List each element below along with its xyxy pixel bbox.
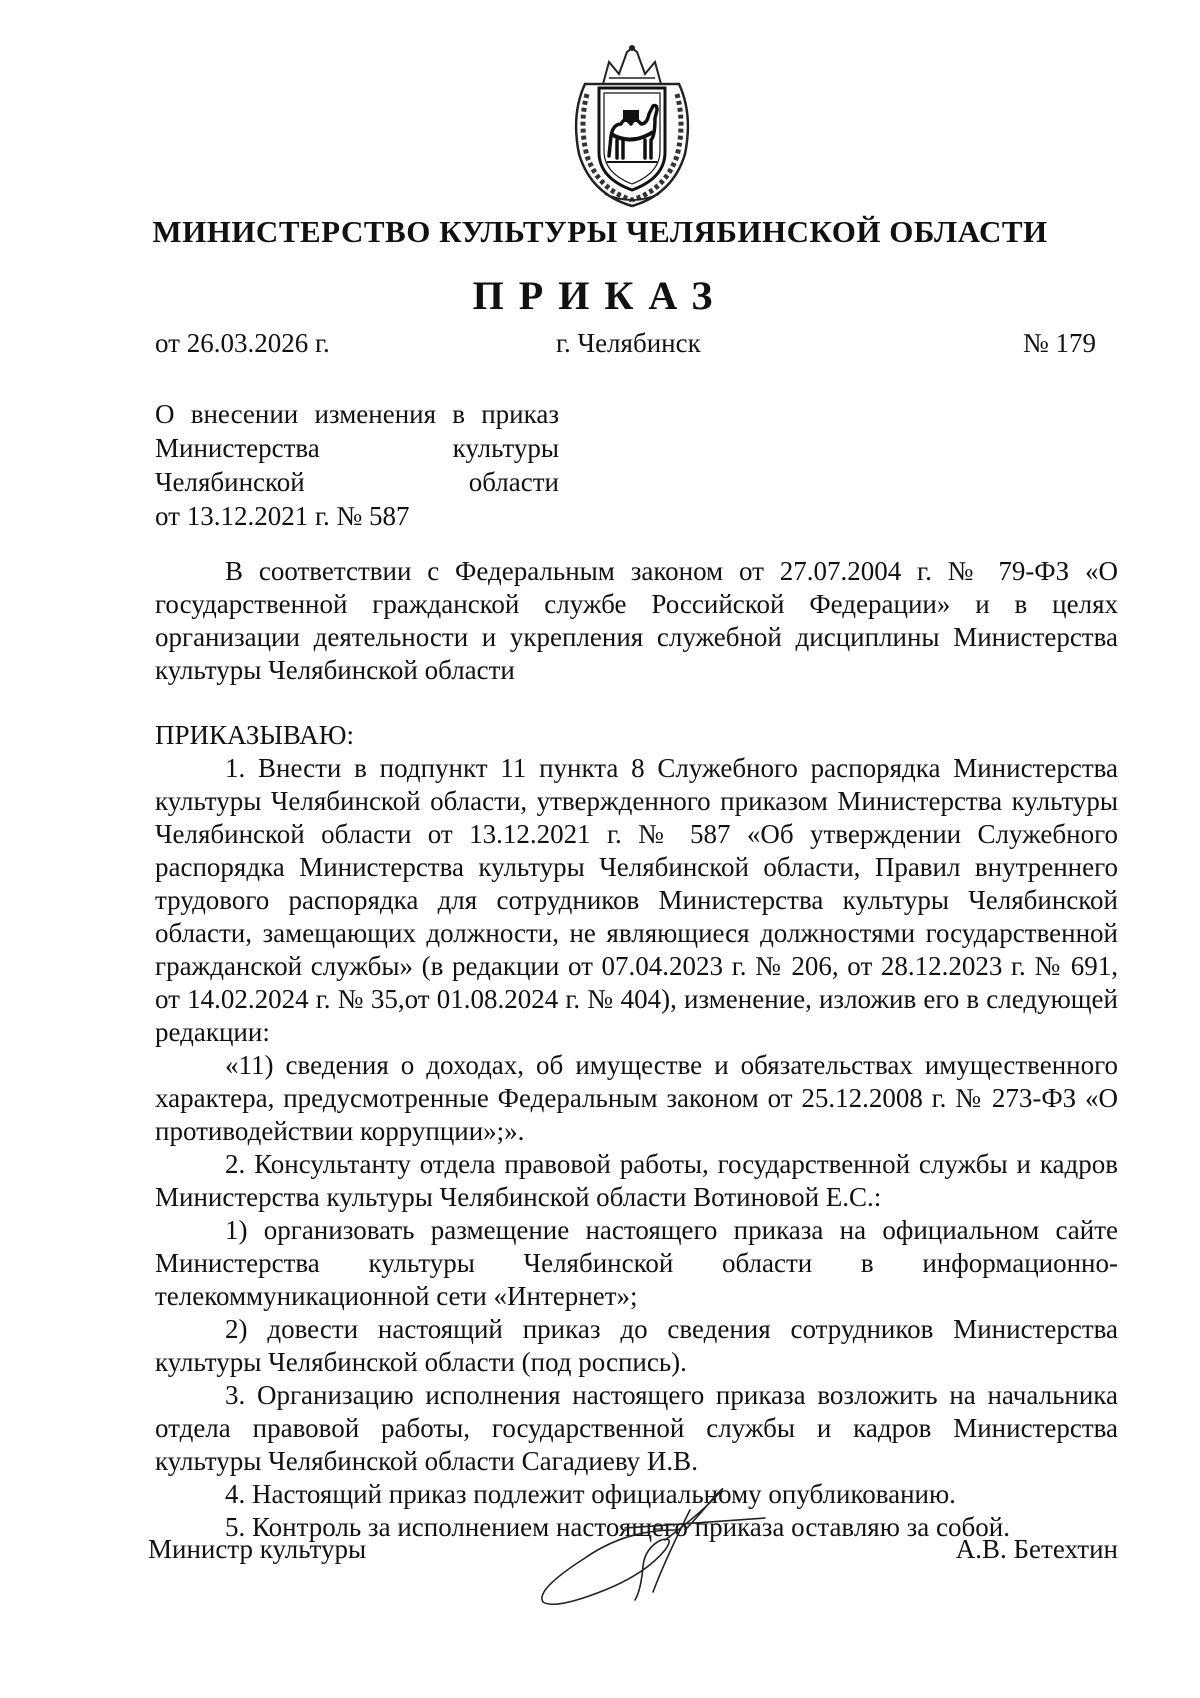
order-body (155, 555, 1118, 1544)
order-item: 3. Организацию исполнения настоящего приказа возложить на начальника отдела правовой работы, государственной службы и кадров Министерства культуры Челябинской области Сагадиеву И.В. (155, 1380, 1118, 1476)
order-item: 2) довести настоящий приказ до сведения сотрудников Министерства культуры Челябинской области (под роспись). (155, 1314, 1118, 1377)
order-word: ПРИКАЗЫВАЮ: (155, 720, 354, 750)
handwritten-signature-icon (515, 1470, 775, 1610)
order-item: 2. Консультанту отдела правовой работы, государственной службы и кадров Министерства культуры Челябинской области Вотиновой Е.С.: (155, 1149, 1118, 1212)
order-item: 1) организовать размещение настоящего приказа на официальном сайте Министерства культуры Челябинской области в информационно-телекоммуникационной сети «Интернет»; (155, 1215, 1118, 1311)
subject-line: от 13.12.2021 г. № 587 (155, 501, 410, 531)
ministry-name: МИНИСТЕРСТВО КУЛЬТУРЫ ЧЕЛЯБИНСКОЙ ОБЛАСТИ (152, 214, 1048, 249)
subject-line: Министерства культуры (155, 433, 559, 463)
signer-name: А.В. Бетехтин (955, 1534, 1118, 1564)
order-item: 4. Настоящий приказ подлежит официальному опубликованию. (225, 1479, 956, 1509)
order-date: от 26.03.2026 г. (155, 328, 330, 358)
signer-title: Министр культуры (148, 1534, 367, 1564)
subject-line: Челябинской области (155, 467, 559, 497)
order-item: 5. Контроль за исполнением настоящего приказа оставляю за собой. (225, 1512, 1010, 1542)
order-item: 1. Внести в подпункт 11 пункта 8 Служебного распорядка Министерства культуры Челябинской области, утвержденного приказом Министерства культуры Челябинской области от 13.12.2021 г. № 587 «Об утверждении Служебного распорядка Министерства культуры Челябинской области, Правил внутреннего трудового распорядка для сотрудников Министерства культуры Челябинской области, замещающих должности, не являющиеся должностями государственной гражданской службы» (в редакции от 07.04.2023 г. № 206, от 28.12.2023 г. № 691, от 14.02.2024 г. № 35,от 01.08.2024 г. № 404), изменение, изложив его в следующей редакции: (155, 753, 1118, 1047)
order-item: «11) сведения о доходах, об имуществе и обязательствах имущественного характера, предусмотренные Федеральным законом от 25.12.2008 г. № 273-ФЗ «О противодействии коррупции»;». (155, 1050, 1118, 1146)
coat-of-arms-icon (565, 44, 700, 209)
order-city: г. Челябинск (556, 328, 701, 358)
document-type-title: ПРИКАЗ (472, 273, 728, 318)
preamble-paragraph: В соответствии с Федеральным законом от 27.07.2004 г. № 79-ФЗ «О государственной гражданской службе Российской Федерации» и в целях организации деятельности и укрепления служебной дисциплины Министерства культуры Челябинской области (155, 556, 1118, 685)
order-number: № 179 (1022, 328, 1096, 358)
order-subject (155, 397, 559, 533)
subject-line: О внесении изменения в приказ (155, 399, 559, 429)
